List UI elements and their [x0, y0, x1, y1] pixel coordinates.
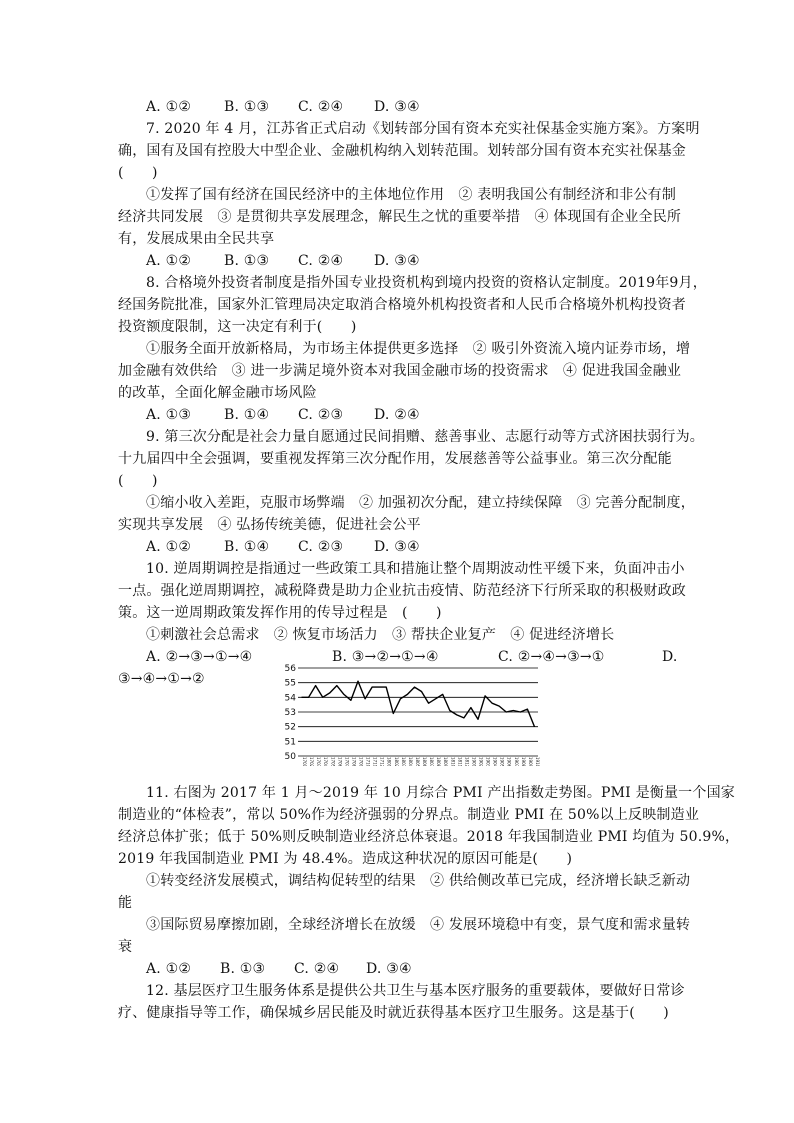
pmi-chart [282, 662, 544, 766]
q8-option-b: B. ①④ [224, 407, 270, 423]
x-tick-label: 1812 [464, 757, 470, 766]
x-tick-label: 1712 [379, 757, 385, 766]
q9-statement-line: ①缩小收入差距，克服市场弊端 ② 加强初次分配，建立持续保障 ③ 完善分配制度， [146, 495, 695, 511]
x-tick-label: 1904 [492, 757, 498, 766]
x-tick-label: 1901 [471, 757, 477, 766]
q7-options [146, 250, 716, 272]
x-tick-label: 1707 [344, 757, 350, 766]
q11-option-a: A. ①② [146, 961, 192, 977]
q11-stem-line: 制造业的“体检表”，常以 50%作为经济强弱的分界点。制造业 PMI 在 50%以上反映制造业 [118, 807, 700, 823]
x-tick-label: 1803 [400, 757, 406, 766]
x-tick-label: 1710 [365, 757, 371, 766]
q9-option-b: B. ①④ [224, 539, 270, 555]
q10-stem-line: 一点。强化逆周期调控，减税降费是助力企业抗击疫情、防范经济下行所采取的积极财政政 [118, 583, 686, 599]
y-tick-label: 55 [284, 678, 296, 689]
x-tick-label: 1708 [351, 757, 357, 766]
q11-stem-line: 2019 年我国制造业 PMI 为 48.4%。造成这种状况的原因可能是( ) [118, 851, 573, 867]
q10-option-c: C. ②→④→③→① [498, 649, 605, 665]
x-tick-label: 1711 [372, 757, 378, 766]
x-tick-label: 1801 [386, 757, 392, 766]
q6-option-b: B. ①③ [224, 99, 270, 115]
q11-option-d: D. ③④ [366, 961, 412, 977]
q6-option-c: C. ②④ [298, 99, 344, 115]
q8-stem-line: 投资额度限制，这一决定有利于( ) [118, 319, 357, 335]
q6-option-a: A. ①② [146, 99, 192, 115]
pmi-series-line [302, 681, 535, 727]
q7-stem-line: 确，国有及国有控股大中型企业、金融机构纳入划转范围。划转部分国有资本充实社保基金 [118, 143, 686, 159]
q7-statement-line: ①发挥了国有经济在国民经济中的主体地位作用 ② 表明我国公有制经济和非公有制 [146, 187, 677, 203]
q10-stem-line: 策。这一逆周期政策发挥作用的传导过程是 ( ) [118, 605, 442, 621]
x-tick-label: 1703 [316, 757, 322, 766]
q11-stem-line: 经济总体扩张；低于 50%则反映制造业经济总体衰退。2018 年我国制造业 PMI 均值为 50.9%， [118, 829, 740, 845]
q10-stem-line: 10. 逆周期调控是指通过一些政策工具和措施让整个周期波动性平缓下来，负面冲击小 [146, 561, 685, 577]
x-tick-label: 1809 [443, 757, 449, 766]
x-tick-label: 1908 [520, 757, 526, 766]
x-tick-label: 1910 [534, 757, 540, 766]
q7-option-c: C. ②④ [298, 253, 344, 269]
y-tick-label: 50 [284, 752, 296, 762]
y-tick-label: 51 [284, 737, 296, 748]
q7-option-a: A. ①② [146, 253, 192, 269]
y-tick-label: 56 [284, 664, 296, 674]
x-tick-label: 1709 [358, 757, 364, 766]
y-tick-label: 52 [284, 722, 296, 733]
pmi-chart-svg [282, 662, 544, 766]
q7-statement-line: 经济共同发展 ③ 是贯彻共享发展理念，解民生之忧的重要举措 ④ 体现国有企业全民所 [118, 209, 682, 225]
x-tick-label: 1706 [337, 757, 343, 766]
x-tick-label: 1804 [407, 757, 413, 766]
x-tick-label: 1906 [506, 757, 512, 766]
x-tick-label: 1805 [414, 757, 420, 766]
x-tick-label: 1808 [436, 757, 442, 766]
q9-options [146, 536, 716, 558]
q7-stem-line: 7. 2020 年 4 月，江苏省正式启动《划转部分国有资本充实社保基金实施方案》。方案明 [146, 121, 700, 137]
y-tick-label: 53 [284, 708, 296, 718]
x-tick-label: 1811 [457, 757, 463, 766]
q10-option-b: B. ③→②→①→④ [332, 649, 439, 665]
x-tick-label: 1704 [323, 757, 329, 766]
q9-answer-blank: ( ) [118, 473, 158, 489]
q12-stem-line: 疗、健康指导等工作，确保城乡居民能及时就近获得基本医疗卫生服务。这是基于( ) [118, 1005, 669, 1021]
q11-statement-line: 衰 [118, 939, 133, 955]
q6-options [146, 96, 716, 118]
x-tick-label: 1701 [302, 757, 308, 766]
q9-option-c: C. ②③ [298, 539, 344, 555]
q6-option-d: D. ③④ [374, 99, 420, 115]
x-tick-label: 1705 [330, 757, 336, 766]
q11-options [146, 958, 716, 980]
q7-answer-blank: ( ) [118, 165, 158, 181]
q7-option-d: D. ③④ [374, 253, 420, 269]
x-tick-label: 1802 [393, 757, 399, 766]
q10-option-d-value: ③→④→①→② [118, 671, 205, 687]
q8-statement-line: 加金融有效供给 ③ 进一步满足境外资本对我国金融市场的投资需求 ④ 促进我国金融业 [118, 363, 682, 379]
q8-stem-line: 8. 合格境外投资者制度是指外国专业投资机构到境内投资的资格认定制度。2019年9月， [146, 275, 707, 291]
q8-options [146, 404, 716, 426]
x-tick-label: 1810 [450, 757, 456, 766]
x-tick-label: 1807 [429, 757, 435, 766]
x-tick-label: 1905 [499, 757, 505, 766]
x-tick-label: 1902 [478, 757, 484, 766]
x-tick-label: 1907 [513, 757, 519, 766]
x-tick-label: 1903 [485, 757, 491, 766]
q11-statement-line: ③国际贸易摩擦加剧，全球经济增长在放缓 ④ 发展环境稳中有变，景气度和需求量转 [146, 917, 691, 933]
q9-stem-line: 9. 第三次分配是社会力量自愿通过民间捐赠、慈善事业、志愿行动等方式济困扶弱行为。 [146, 429, 705, 445]
q7-statement-line: 有，发展成果由全民共享 [118, 231, 275, 247]
q10-statement-line: ①刺激社会总需求 ② 恢复市场活力 ③ 帮扶企业复产 ④ 促进经济增长 [146, 627, 615, 643]
q8-stem-line: 经国务院批准，国家外汇管理局决定取消合格境外机构投资者和人民币合格境外机构投资者 [118, 297, 686, 313]
q9-option-d: D. ③④ [374, 539, 420, 555]
q11-stem-line: 11. 右图为 2017 年 1 月～2019 年 10 月综合 PMI 产出指数走势图。PMI 是衡量一个国家 [146, 785, 735, 801]
q9-statement-line: 实现共享发展 ④ 弘扬传统美德，促进社会公平 [118, 517, 421, 533]
q11-statement-line: ①转变经济发展模式，调结构促转型的结果 ② 供给侧改革已完成，经济增长缺乏新动 [146, 873, 691, 889]
x-tick-label: 1909 [527, 757, 533, 766]
q8-statement-line: 的改革，全面化解金融市场风险 [118, 385, 317, 401]
x-tick-label: 1702 [309, 757, 315, 766]
q11-option-c: C. ②④ [294, 961, 340, 977]
q8-option-a: A. ①③ [146, 407, 192, 423]
q9-option-a: A. ①② [146, 539, 192, 555]
q11-statement-line: 能 [118, 895, 133, 911]
x-tick-label: 1806 [422, 757, 428, 766]
q8-option-c: C. ②③ [298, 407, 344, 423]
y-tick-label: 54 [284, 693, 296, 704]
q10-option-d: D. [662, 649, 678, 665]
q9-stem-line: 十九届四中全会强调，要重视发挥第三次分配作用，发展慈善等公益事业。第三次分配能 [118, 451, 672, 467]
q11-option-b: B. ①③ [220, 961, 266, 977]
q10-option-a: A. ②→③→①→④ [146, 649, 253, 665]
q8-option-d: D. ②④ [374, 407, 420, 423]
q12-stem-line: 12. 基层医疗卫生服务体系是提供公共卫生与基本医疗服务的重要载体，要做好日常诊 [146, 983, 685, 999]
q7-option-b: B. ①③ [224, 253, 270, 269]
q8-statement-line: ①服务全面开放新格局，为市场主体提供更多选择 ② 吸引外资流入境内证券市场，增 [146, 341, 691, 357]
